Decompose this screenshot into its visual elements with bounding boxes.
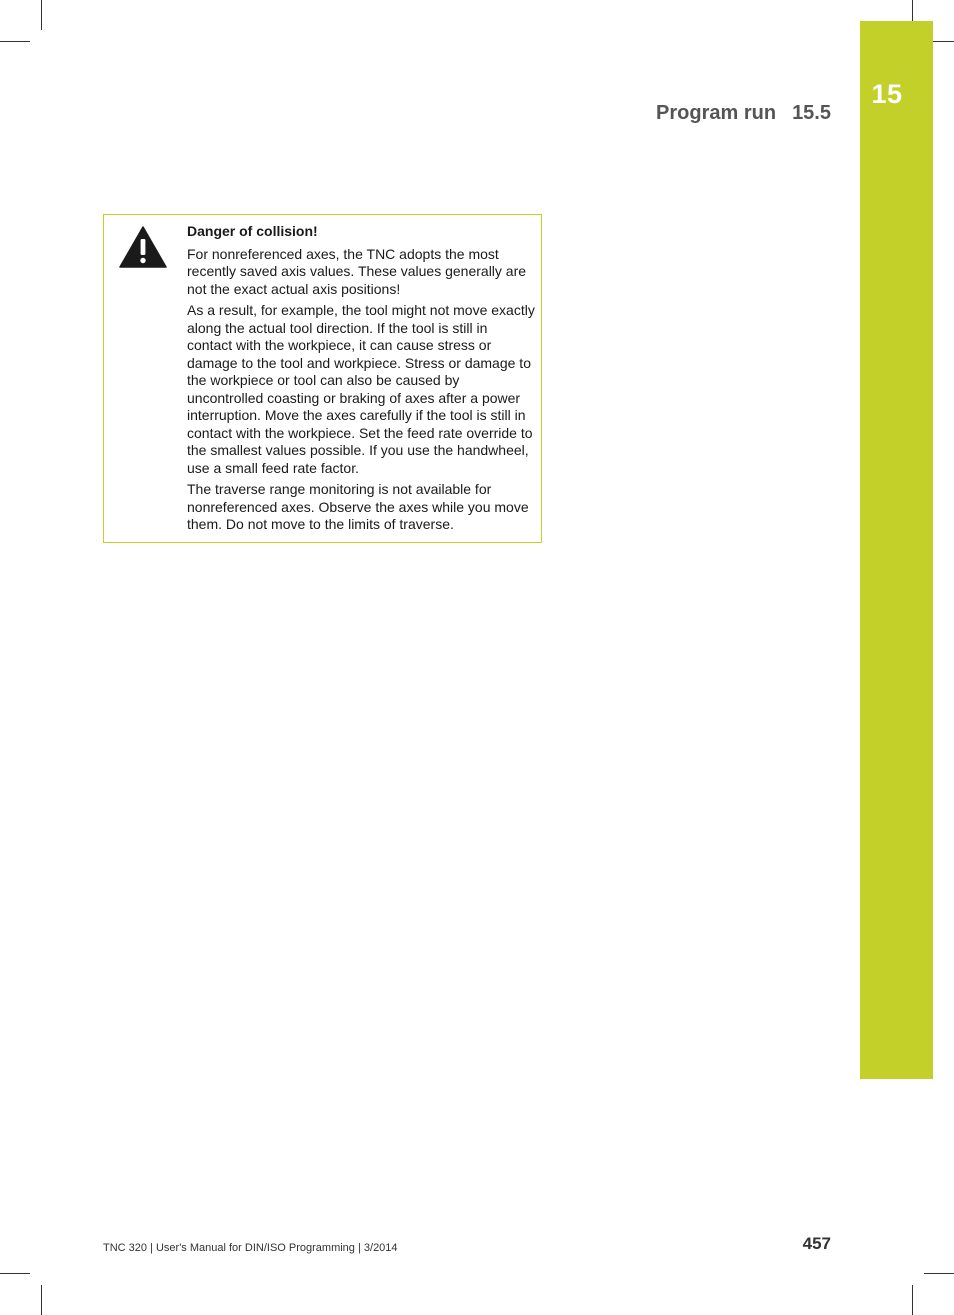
page-number: 457 bbox=[802, 1234, 831, 1253]
section-number: 15.5 bbox=[792, 102, 831, 124]
warning-triangle-icon bbox=[119, 226, 167, 268]
running-header bbox=[656, 102, 831, 125]
warning-paragraph: The traverse range monitoring is not available for nonreferenced axes. Observe the axes while you move them. Do not move to the limits of traverse. bbox=[187, 481, 529, 532]
crop-mark bbox=[0, 1273, 30, 1274]
warning-divider bbox=[185, 215, 186, 542]
chapter-tab bbox=[860, 21, 933, 1079]
crop-mark bbox=[0, 41, 30, 42]
warning-content bbox=[187, 223, 535, 538]
crop-mark bbox=[41, 0, 42, 30]
crop-mark bbox=[41, 1285, 42, 1315]
crop-mark bbox=[924, 1273, 954, 1274]
warning-title: Danger of collision! bbox=[187, 223, 318, 239]
warning-paragraph: As a result, for example, the tool might not move exactly along the actual tool direction. If the tool is still in contact with the workpiece, it can cause stress or damage to the tool and workpiece. Stress or damage to the workpiece or tool can also be caused by uncontrolled coasting or braking of axes after a power interruption. Move the axes carefully if the tool is still in contact with the workpiece. Set the feed rate override to the smallest values possible. If you use the handwheel, use a small feed rate factor. bbox=[187, 302, 535, 476]
footer-text: TNC 320 | User's Manual for DIN/ISO Programming | 3/2014 bbox=[103, 1242, 398, 1254]
crop-mark bbox=[912, 1285, 913, 1315]
chapter-number: 15 bbox=[871, 79, 903, 109]
section-title: Program run bbox=[656, 102, 777, 124]
warning-box bbox=[103, 214, 542, 543]
warning-paragraph: For nonreferenced axes, the TNC adopts the most recently saved axis values. These values generally are not the exact actual axis positions! bbox=[187, 245, 527, 297]
